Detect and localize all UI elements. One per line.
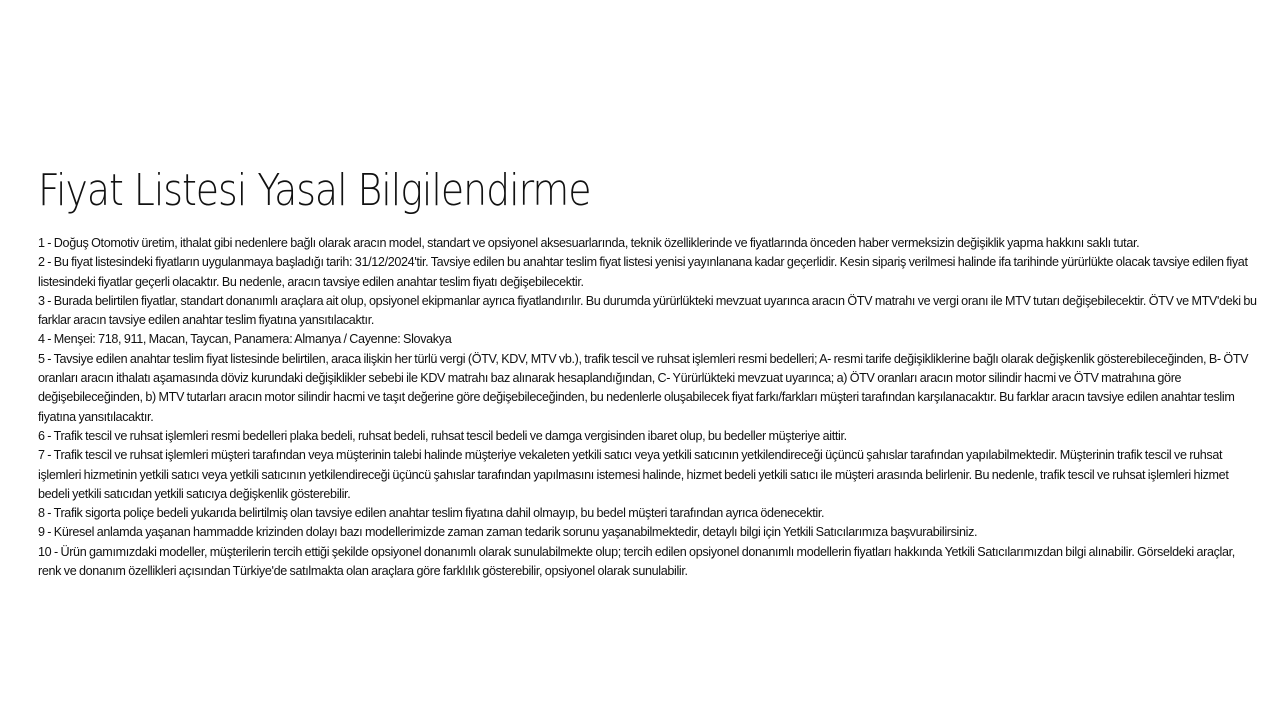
legal-note-2: 2 - Bu fiyat listesindeki fiyatların uygulanmaya başladığı tarih: 31/12/2024'tir. Tavsiye edilen bu anahtar teslim fiyat listesi yenisi yayınlanana kadar geçerlidir. Kesin sipariş verilmesi halinde ifa tarihinde yürürlükte olacak tavsiye edilen fiyat listesindeki fiyatlar geçerli olacaktır. Bu nedenle, aracın tavsiye edilen anahtar teslim fiyatı değişebilecektir. <box>38 255 1248 289</box>
legal-notes-list <box>38 234 1258 581</box>
page-title: Fiyat Listesi Yasal Bilgilendirme <box>38 165 591 216</box>
legal-note-4: 4 - Menşei: 718, 911, Macan, Taycan, Panamera: Almanya / Cayenne: Slovakya <box>38 332 452 347</box>
legal-disclaimer-section <box>38 162 1258 581</box>
legal-note-9: 9 - Küresel anlamda yaşanan hammadde krizinden dolayı bazı modellerimizde zaman zaman tedarik sorunu yaşanabilmektedir, detaylı bilgi için Yetkili Satıcılarımıza başvurabilirsiniz. <box>38 525 978 540</box>
legal-note-3: 3 - Burada belirtilen fiyatlar, standart donanımlı araçlara ait olup, opsiyonel ekipmanlar ayrıca fiyatlandırılır. Bu durumda yürürlükteki mevzuat uyarınca aracın ÖTV matrahı ve vergi oranı ile MTV tutarı değişebilecektir. ÖTV ve MTV'deki bu farklar aracın tavsiye edilen anahtar teslim fiyatına yansıtılacaktır. <box>38 293 1257 328</box>
legal-note-7: 7 - Trafik tescil ve ruhsat işlemleri müşteri tarafından veya müşterinin talebi halinde müşteriye vekaleten yetkili satıcı veya yetkili satıcının yetkilendireceği üçüncü şahıslar tarafından yapılabilmektedir. Müşterinin trafik tescil ve ruhsat işlemleri hizmetinin yetkili satıcı veya yetkili satıcının yetkilendireceği üçüncü şahıslar tarafından yapılmasını istemesi halinde, hizmet bedeli yetkili satıcı ile müşteri arasında belirlenir. Bu nedenle, trafik tescil ve ruhsat işlemleri hizmet bedeli yetkili satıcıdan yetkili satıcıya değişkenlik gösterebilir. <box>38 448 1229 501</box>
legal-note-6: 6 - Trafik tescil ve ruhsat işlemleri resmi bedelleri plaka bedeli, ruhsat bedeli, ruhsat tescil bedeli ve damga vergisinden ibaret olup, bu bedeller müşteriye aittir. <box>38 428 847 443</box>
legal-note-10: 10 - Ürün gamımızdaki modeller, müşterilerin tercih ettiği şekilde opsiyonel donanımlı olarak sunulabilmekte olup; tercih edilen opsiyonel donanımlı modellerin fiyatları hakkında Yetkili Satıcılarımızdan bilgi alınabilir. Görseldeki araçlar, renk ve donanım özellikleri açısından Türkiye'de satılmakta olan araçlara göre farklılık gösterebilir, opsiyonel olarak sunulabilir. <box>38 544 1235 579</box>
legal-note-5: 5 - Tavsiye edilen anahtar teslim fiyat listesinde belirtilen, araca ilişkin her türlü vergi (ÖTV, KDV, MTV vb.), trafik tescil ve ruhsat işlemleri resmi bedelleri; A- resmi tarife değişikliklerine bağlı olarak değişkenlik gösterebileceğinden, B- ÖTV oranları aracın ithalatı aşamasında döviz kurundaki değişiklikler sebebi ile KDV matrahı baz alınarak hesaplandığından, C- Yürürlükteki mevzuat uyarınca; a) ÖTV oranları aracın motor silindir hacmi ve ÖTV matrahına göre değişebileceğinden, b) MTV tutarları aracın motor silindir hacmi ve taşıt değerine göre değişebileceğinden, bu nedenlerle oluşabilecek fiyat farkı/farkları müşteri tarafından karşılanacaktır. Bu farklar aracın tavsiye edilen anahtar teslim fiyatına yansıtılacaktır. <box>38 351 1249 424</box>
legal-note-1: 1 - Doğuş Otomotiv üretim, ithalat gibi nedenlere bağlı olarak aracın model, standart ve opsiyonel aksesuarlarında, teknik özelliklerinde ve fiyatlarında önceden haber vermeksizin değişiklik yapma hakkını saklı tutar. <box>38 236 1140 250</box>
legal-note-8: 8 - Trafik sigorta poliçe bedeli yukarıda belirtilmiş olan tavsiye edilen anahtar teslim fiyatına dahil olmayıp, bu bedel müşteri tarafından ayrıca ödenecektir. <box>38 506 825 521</box>
